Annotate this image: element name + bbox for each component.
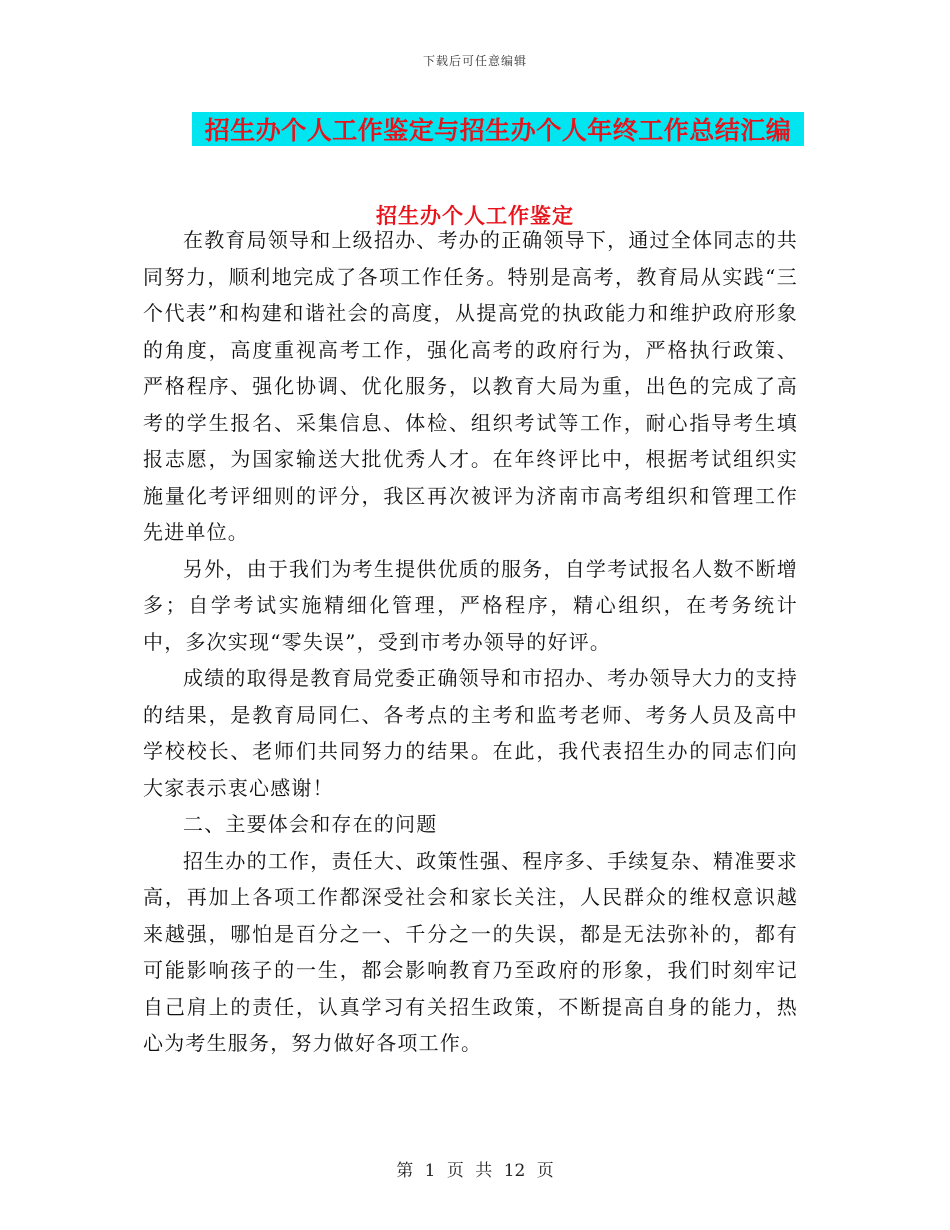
paragraph: 在教育局领导和上级招办、考办的正确领导下，通过全体同志的共同努力，顺利地完成了各项工作任务。特别是高考，教育局从实践“三个代表”和构建和谐社会的高度，从提高党的执政能力和维护政府形象的角度，高度重视高考工作，强化高考的政府行为，严格执行政策、严格程序、强化协调、优化服务，以教育大局为重，出色的完成了高考的学生报名、采集信息、体检、组织考试等工作，耐心指导考生填报志愿，为国家输送大批优秀人才。在年终评比中，根据考试组织实施量化考评细则的评分，我区再次被评为济南市高考组织和管理工作先进单位。 [143,228,798,544]
paragraph: 另外，由于我们为考生提供优质的服务，自学考试报名人数不断增多；自学考试实施精细化管理，严格程序，精心组织，在考务统计中，多次实现“零失误”，受到市考办领导的好评。 [143,556,798,654]
paragraph: 成绩的取得是教育局党委正确领导和市招办、考办领导大力的支持的结果，是教育局同仁、各考点的主考和监考老师、考务人员及高中学校校长、老师们共同努力的结果。在此，我代表招生办的同志们向大家表示衷心感谢！ [143,666,798,800]
header-note: 下载后可任意编辑 [422,54,527,68]
document-title-highlight [192,112,804,146]
section-title: 招生办个人工作鉴定 [376,204,574,228]
paragraph: 招生办的工作，责任大、政策性强、程序多、手续复杂、精准要求高，再加上各项工作都深受社会和家长关注，人民群众的维权意识越来越强，哪怕是百分之一、千分之一的失误，都是无法弥补的，都有可能影响孩子的一生，都会影响教育乃至政府的形象，我们时刻牢记自己肩上的责任，认真学习有关招生政策，不断提高自身的能力，热心为考生服务，努力做好各项工作。 [143,848,798,1055]
page-number: 第 1 页 共 12 页 [396,1161,554,1181]
document-title: 招生办个人工作鉴定与招生办个人年终工作总结汇编 [204,116,792,145]
document-body [143,222,798,1062]
subsection-heading: 二、主要体会和存在的问题 [183,812,438,836]
